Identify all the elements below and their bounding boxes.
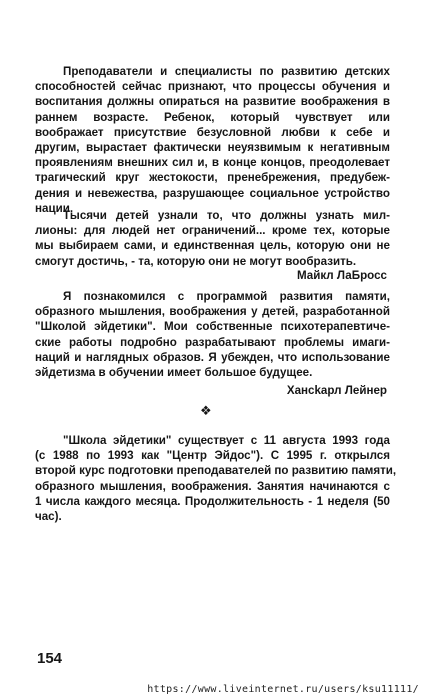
text-line: час). <box>35 510 62 524</box>
text-line: другим, вырастает фактически неуязвимым к негативным <box>35 141 390 155</box>
text-line: нации. <box>35 201 74 215</box>
text-line: ские работы подробно разрабатывают проблемы имаги- <box>35 335 390 349</box>
paragraph-quote-children <box>35 208 390 269</box>
text-line: раннем возрасте. Ребенок, который чувствует или <box>35 110 390 124</box>
text-line: образного мышления, воображения. Занятия начинаются с <box>35 479 390 493</box>
text-line: "Школа эйдетики" существует с 11 августа 1993 года <box>63 434 390 447</box>
text-line: смогут достичь, - та, которую они не могут вообразить. <box>35 254 357 268</box>
source-watermark: https://www.liveinternet.ru/users/ksu11111/ <box>147 684 419 695</box>
signature-labross: Майкл ЛаБросс <box>296 269 387 282</box>
text-line: эйдетизма в обучении имеет большое будущее. <box>35 366 313 380</box>
text-line: лионы: для людей нет ограничений... кроме тех, которые <box>35 224 390 238</box>
text-line: проявлениям внешних сил и, в конце концов, преодолевает <box>35 156 390 170</box>
text-line: воспитания должны опираться на развитие воображения в <box>35 95 390 109</box>
paragraph-quote-leiner <box>35 289 390 380</box>
text-line: способностей сейчас признают, что процессы обучения и <box>35 80 390 94</box>
text-line: Преподаватели и специалисты по развитию детских <box>63 65 390 78</box>
page-number: 154 <box>37 650 63 667</box>
text-line: воображает присутствие безусловной любви к себе и <box>35 125 390 139</box>
text-line: мы выбираем сами, и единственная цель, которую они не <box>35 239 390 253</box>
text-line: трагический круг жестокости, пренебрежения, предубеж- <box>35 171 390 185</box>
text-line: "Школой эйдетики". Мои собственные психотерапевтиче- <box>35 320 390 334</box>
text-line: Тысячи детей узнали то, что должны узнать мил- <box>63 209 390 222</box>
text-line: второй курс подготовки преподавателей по развитию памяти, <box>35 464 397 478</box>
paragraph-intro <box>35 64 390 216</box>
paragraph-school-info <box>35 433 397 524</box>
signature-leiner: Хансkарл Лейнер <box>286 384 387 397</box>
text-line: 1 числа каждого месяца. Продолжительность - 1 неделя (50 <box>35 494 390 508</box>
text-line: образного мышления, воображения у детей, разработанной <box>35 305 390 319</box>
text-line: Я познакомился с программой развития памяти, <box>63 290 390 303</box>
section-divider-ornament: ❖ <box>200 404 212 419</box>
text-line: (с 1988 по 1993 как "Центр Эйдос"). С 1995 г. открылся <box>35 449 390 463</box>
text-line: дения и невежества, разрушающее социальное устройство <box>35 186 390 200</box>
text-line: наций и наглядных образов. Я убежден, что использование <box>35 350 390 364</box>
